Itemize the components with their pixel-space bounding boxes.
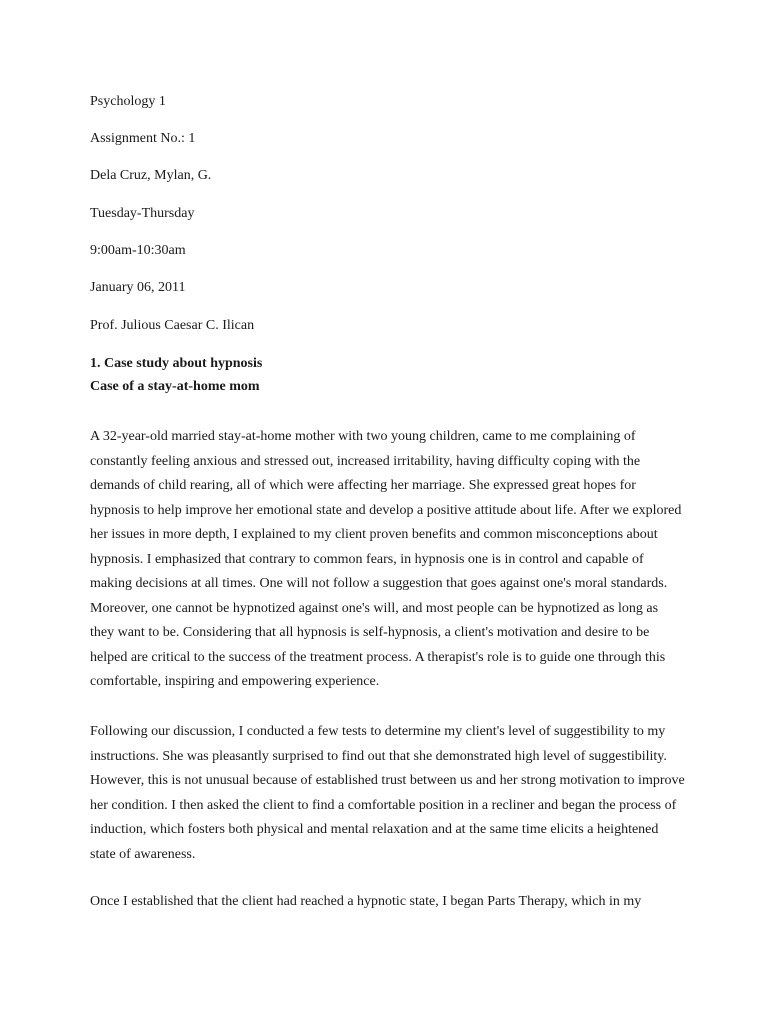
paragraph-line: hypnosis. I emphasized that contrary to common fears, in hypnosis one is in control and capable of [90, 551, 644, 567]
paragraph [90, 890, 678, 915]
paragraph-line: constantly feeling anxious and stressed out, increased irritability, having difficulty coping with the [90, 453, 641, 469]
paragraph-line: A 32-year-old married stay-at-home mother with two young children, came to me complaining of [90, 429, 636, 444]
section-heading: 1. Case study about hypnosis [90, 356, 263, 371]
paragraph-line: Following our discussion, I conducted a few tests to determine my client's level of suggestibility to my [90, 724, 666, 739]
professor-name: Prof. Julious Caesar C. Ilican [90, 318, 255, 333]
paragraph-line: instructions. She was pleasantly surprised to find out that she demonstrated high level of suggestibility. [90, 748, 667, 764]
paragraph-line: helped are critical to the success of the treatment process. A therapist's role is to guide one through this [90, 649, 666, 665]
paragraph-line: However, this is not unusual because of established trust between us and her strong motivation to improve [90, 773, 685, 788]
student-name: Dela Cruz, Mylan, G. [90, 168, 212, 183]
class-time: 9:00am-10:30am [90, 243, 186, 258]
class-days: Tuesday-Thursday [90, 206, 195, 221]
assignment-number: Assignment No.: 1 [90, 131, 196, 146]
paragraph-line: Once I established that the client had reached a hypnotic state, I began Parts Therapy, which in my [90, 894, 642, 909]
paragraph [90, 425, 682, 695]
paragraph-line: making decisions at all times. One will not follow a suggestion that goes against one's moral standards. [90, 576, 668, 591]
submission-date: January 06, 2011 [90, 280, 186, 295]
paragraph-line: induction, which fosters both physical and mental relaxation and at the same time elicits a heightened [90, 822, 659, 837]
paragraph-line: state of awareness. [90, 846, 196, 862]
paragraph [90, 720, 685, 867]
paragraph-line: demands of child rearing, all of which were affecting her marriage. She expressed great hopes for [90, 478, 636, 493]
paragraph-line: they want to be. Considering that all hypnosis is self-hypnosis, a client's motivation and desire to be [90, 625, 650, 640]
paragraph-line: her issues in more depth, I explained to my client proven benefits and common misconceptions about [90, 527, 658, 542]
paragraph-line: her condition. I then asked the client to find a comfortable position in a recliner and began the process of [90, 797, 677, 813]
section-subheading: Case of a stay-at-home mom [90, 379, 260, 394]
paragraph-line: Moreover, one cannot be hypnotized against one's will, and most people can be hypnotized as long as [90, 600, 659, 616]
course-title: Psychology 1 [90, 94, 166, 109]
section-heading-block [90, 352, 262, 398]
paragraph-line: comfortable, inspiring and empowering experience. [90, 674, 380, 689]
paragraph-line: hypnosis to help improve her emotional state and develop a positive attitude about life. After we explored [90, 502, 682, 518]
